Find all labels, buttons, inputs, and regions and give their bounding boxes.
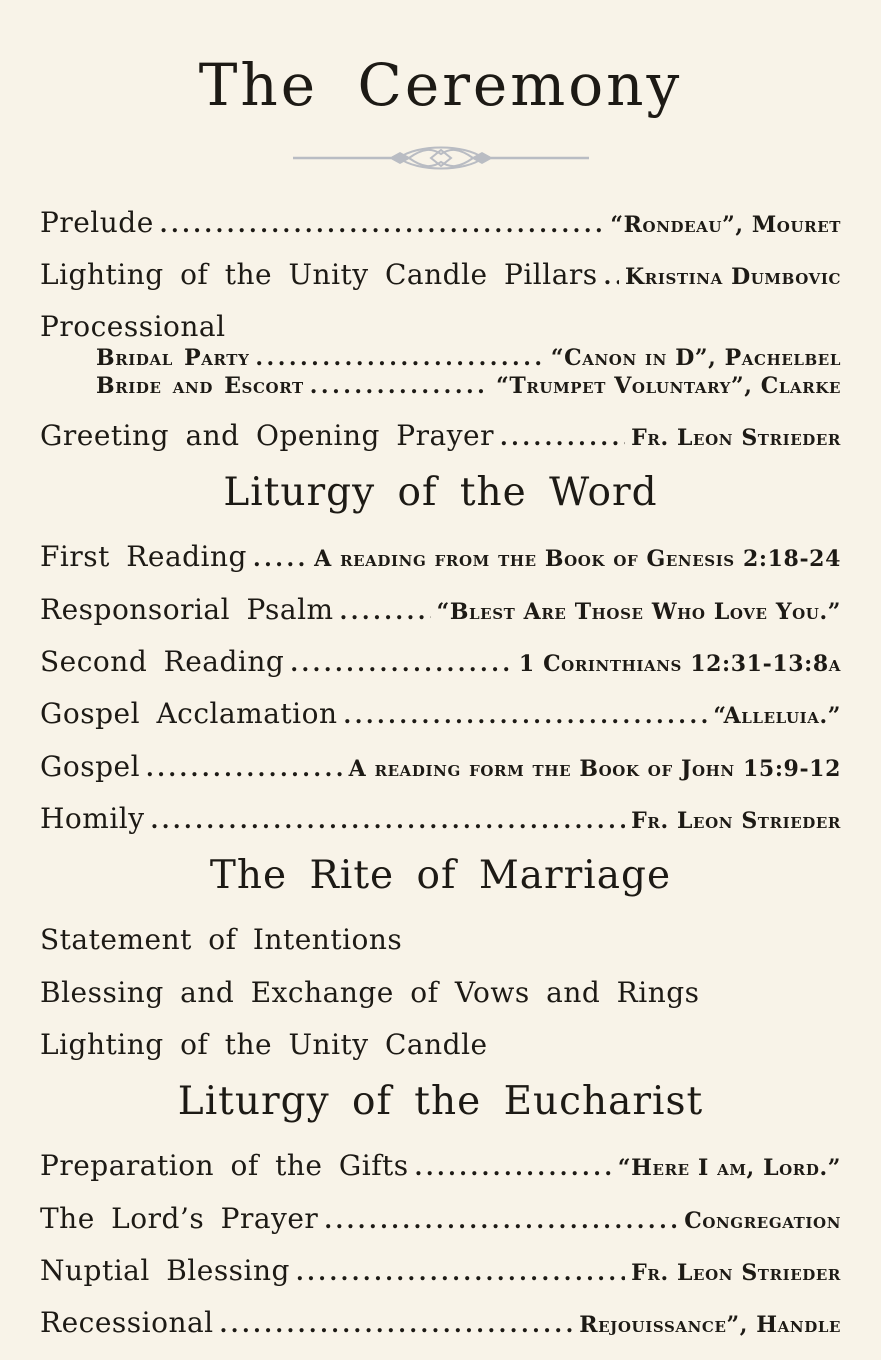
- program-item: [40, 1029, 841, 1060]
- dot-leader: [340, 600, 431, 625]
- program-item-value: Kristina Dumbovic: [625, 264, 841, 291]
- program-item-label: Lighting of the Unity Candle Pillars: [40, 258, 598, 292]
- program-item-label: Second Reading: [40, 644, 285, 678]
- program-item: [40, 594, 841, 625]
- dot-leader: [290, 652, 513, 677]
- program-item: [40, 977, 841, 1008]
- dot-leader: [151, 809, 626, 834]
- program-item-label: Prelude: [40, 205, 154, 239]
- program-item: [40, 259, 841, 290]
- program-item-value: Fr. Leon Strieder: [631, 1260, 841, 1286]
- dot-leader: [310, 374, 490, 399]
- program-item: [40, 803, 841, 834]
- program-item-label: First Reading: [40, 540, 247, 574]
- program-item-label: Nuptial Blessing: [40, 1254, 290, 1287]
- program-item: [40, 646, 841, 677]
- program-list: [40, 207, 841, 1339]
- section-heading: Liturgy of the Eucharist: [177, 1079, 704, 1125]
- program-item: [40, 698, 841, 729]
- dot-leader: [146, 757, 343, 782]
- program-item: [40, 1255, 841, 1286]
- program-group: [40, 311, 841, 399]
- program-item-label: Preparation of the Gifts: [40, 1149, 409, 1183]
- program-item: [40, 1307, 841, 1338]
- program-item-value: 1 Corinthians 12:31-13:8a: [518, 650, 841, 677]
- program-item-value: “Blest Are Those Who Love You.”: [436, 598, 841, 625]
- program-item-label: Recessional: [40, 1306, 214, 1340]
- program-item-label: Statement of Intentions: [40, 923, 403, 957]
- program-item-value: Rejouissance”, Handle: [579, 1312, 841, 1339]
- divider: [40, 141, 841, 175]
- program-item-value: “Canon in D”, Pachelbel: [550, 344, 841, 371]
- program-item-label: Gospel Acclamation: [40, 697, 338, 731]
- program-item: [40, 924, 841, 955]
- section-heading: The Rite of Marriage: [209, 853, 672, 899]
- program-item: [40, 541, 841, 572]
- program-subitem: [40, 346, 841, 371]
- program-item-value: Fr. Leon Strieder: [631, 425, 841, 452]
- program-item: [40, 1203, 841, 1234]
- program-item: [40, 1150, 841, 1181]
- program-item-value: Congregation: [684, 1207, 841, 1234]
- divider-ornament: [291, 141, 591, 175]
- program-item-label: Greeting and Opening Prayer: [40, 419, 494, 453]
- dot-leader: [500, 426, 625, 451]
- program-item: [40, 420, 841, 451]
- program-item-label: Bridal Party: [96, 344, 250, 371]
- program-item-label: Blessing and Exchange of Vows and Rings: [40, 975, 700, 1009]
- program-item-value: “Here I am, Lord.”: [617, 1155, 841, 1182]
- program-item-value: A reading form the Book of John 15:9-12: [348, 755, 841, 782]
- section-heading: Liturgy of the Word: [223, 470, 658, 516]
- dot-leader: [220, 1313, 574, 1338]
- program-item-label: Homily: [40, 802, 145, 836]
- program-item-value: “Alleluia.”: [713, 703, 841, 730]
- dot-leader: [324, 1209, 678, 1234]
- program-item-value: A reading from the Book of Genesis 2:18-24: [314, 546, 841, 573]
- dot-leader: [296, 1261, 625, 1286]
- program-item-value: “Rondeau”, Mouret: [610, 211, 841, 238]
- program-item-value: Fr. Leon Strieder: [631, 808, 841, 835]
- program-item-label: Lighting of the Unity Candle: [40, 1028, 488, 1062]
- dot-leader: [253, 547, 308, 572]
- program-item: [40, 311, 841, 342]
- program-item: [40, 751, 841, 782]
- program-item-label: Bride and Escort: [96, 373, 304, 400]
- dot-leader: [160, 213, 605, 238]
- program-item-label: Processional: [40, 310, 226, 344]
- program-subitem: [40, 374, 841, 399]
- program-item-label: Gospel: [40, 749, 141, 783]
- program-item-label: Responsorial Psalm: [40, 592, 334, 626]
- dot-leader: [604, 265, 619, 290]
- page-title: The Ceremony: [198, 51, 683, 119]
- program-item-label: The Lord’s Prayer: [40, 1201, 319, 1235]
- dot-leader: [344, 704, 708, 729]
- program-item: [40, 207, 841, 238]
- dot-leader: [415, 1156, 612, 1181]
- dot-leader: [255, 346, 544, 371]
- program-item-value: “Trumpet Voluntary”, Clarke: [496, 373, 841, 400]
